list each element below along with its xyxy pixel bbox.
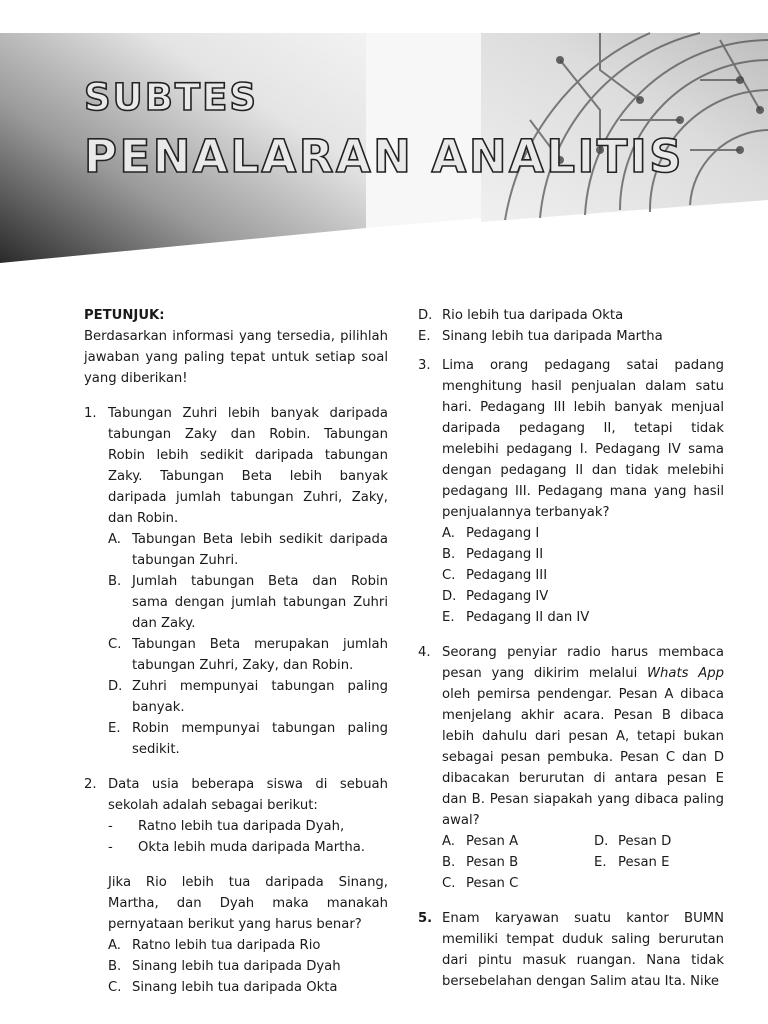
option-letter: D. — [594, 834, 609, 849]
option-b — [442, 544, 724, 565]
option-letter: D. — [418, 308, 433, 323]
option-grid — [442, 831, 724, 894]
option-letter: D. — [108, 679, 123, 694]
question-text: Tabungan Zuhri lebih banyak daripada tabungan Zaky dan Robin. Tabungan Robin lebih sedikit daripada tabungan Zaky. Tabungan Beta lebih banyak daripada jumlah tabungan Zuhri, Zaky, dan Robin. — [108, 406, 388, 526]
fact-item — [108, 816, 388, 837]
question-number: 5. — [418, 911, 433, 926]
option-text: Pedagang III — [466, 568, 548, 583]
option-text: Ratno lebih tua daripada Rio — [132, 938, 321, 953]
question-4 — [418, 642, 724, 894]
left-column — [84, 305, 388, 998]
question-number: 4. — [418, 645, 431, 660]
option-text: Zuhri mempunyai tabungan paling banyak. — [132, 679, 388, 715]
option-a — [108, 935, 388, 956]
question-text: Enam karyawan suatu kantor BUMN memiliki tempat duduk saling berurutan dari pintu masuk ruangan. Nana tidak bersebelahan dengan Salim atau Ita. Nike — [442, 911, 724, 989]
option-letter: E. — [594, 855, 607, 870]
option-text: Sinang lebih tua daripada Martha — [442, 329, 663, 344]
instructions-heading: PETUNJUK: — [84, 308, 165, 323]
option-letter: A. — [442, 834, 455, 849]
option-text: Pesan D — [618, 834, 672, 849]
option-text: Tabungan Beta merupakan jumlah tabungan Zuhri, Zaky, dan Robin. — [132, 637, 388, 673]
option-e — [418, 326, 724, 347]
option-text: Rio lebih tua daripada Okta — [442, 308, 624, 323]
option-letter: C. — [442, 568, 456, 583]
option-c — [442, 873, 594, 894]
option-text: Pesan E — [618, 855, 670, 870]
option-e — [442, 607, 724, 628]
option-text: Sinang lebih tua daripada Okta — [132, 980, 338, 995]
option-text: Pedagang II dan IV — [466, 610, 590, 625]
option-text: Pesan A — [466, 834, 519, 849]
option-list — [108, 935, 388, 998]
option-text: Pedagang II — [466, 547, 544, 562]
option-text: Robin mempunyai tabungan paling sedikit. — [132, 721, 388, 757]
title-penalaran-analitis: PENALARAN ANALITIS — [84, 130, 685, 183]
option-e — [594, 852, 744, 873]
option-a — [442, 523, 724, 544]
fact-text: Ratno lebih tua daripada Dyah, — [138, 819, 345, 834]
option-a — [442, 831, 594, 852]
question-5 — [418, 908, 724, 992]
option-text: Pedagang IV — [466, 589, 549, 604]
option-letter: B. — [108, 574, 122, 589]
option-a — [108, 529, 388, 571]
question-text-part: oleh pemirsa pendengar. Pesan A dibaca menjelang akhir acara. Pesan B dibaca lebih dahulu dari pesan A, tetapi bukan sebagai pesan pembuka. Pesan C dan D dibacakan berurutan di antara pesan E dan B. Pesan siapakah yang dibaca paling awal? — [442, 687, 724, 828]
instructions-text: Berdasarkan informasi yang tersedia, pilihlah jawaban yang paling tepat untuk setiap soal yang diberikan! — [84, 329, 388, 386]
option-letter: D. — [442, 589, 457, 604]
dash-bullet: - — [108, 840, 113, 855]
question-text — [442, 642, 724, 831]
fact-item — [108, 837, 388, 858]
option-b — [108, 571, 388, 634]
title-subtes: SUBTES — [84, 76, 259, 119]
option-letter: E. — [418, 329, 431, 344]
option-letter: E. — [442, 610, 455, 625]
option-letter: E. — [108, 721, 121, 736]
option-c — [442, 565, 724, 586]
fact-text: Okta lebih muda daripada Martha. — [138, 840, 365, 855]
question-2 — [84, 774, 388, 998]
option-text: Pedagang I — [466, 526, 540, 541]
option-b — [108, 956, 388, 977]
question-text: Lima orang pedagang satai padang menghitung hasil penjualan dalam satu hari. Pedagang III lebih banyak menjual daripada pedagang II, tetapi tidak melebihi pedagang I. Pedagang IV sama dengan pedagang II dan tidak melebihi pedagang III. Pedagang mana yang hasil penjualannya terbanyak? — [442, 358, 724, 520]
option-text: Pesan B — [466, 855, 519, 870]
question-number: 3. — [418, 358, 431, 373]
option-letter: B. — [442, 547, 456, 562]
option-letter: B. — [108, 959, 122, 974]
option-d — [108, 676, 388, 718]
question-intro: Data usia beberapa siswa di sebuah sekolah adalah sebagai berikut: — [108, 777, 388, 813]
option-d — [418, 305, 724, 326]
dash-bullet: - — [108, 819, 113, 834]
option-text: Tabungan Beta lebih sedikit daripada tabungan Zuhri. — [132, 532, 388, 568]
question-1 — [84, 403, 388, 760]
option-letter: B. — [442, 855, 456, 870]
question-3 — [418, 355, 724, 628]
option-text: Sinang lebih tua daripada Dyah — [132, 959, 341, 974]
option-c — [108, 634, 388, 676]
question-2-options-continued — [418, 305, 724, 347]
app-name-italic: Whats App — [646, 666, 724, 681]
option-letter: C. — [108, 980, 122, 995]
option-d — [442, 586, 724, 607]
option-letter: A. — [108, 532, 121, 547]
header-banner — [0, 0, 768, 300]
question-text: Jika Rio lebih tua daripada Sinang, Martha, dan Dyah maka manakah pernyataan berikut yang harus benar? — [108, 875, 388, 932]
question-text-part: Seorang penyiar radio harus membaca pesan yang dikirim melalui — [442, 645, 724, 681]
option-letter: C. — [442, 876, 456, 891]
option-letter: A. — [108, 938, 121, 953]
option-text: Jumlah tabungan Beta dan Robin sama dengan jumlah tabungan Zuhri dan Zaky. — [132, 574, 388, 631]
option-letter: A. — [442, 526, 455, 541]
option-d — [594, 831, 744, 852]
option-c — [108, 977, 388, 998]
option-b — [442, 852, 594, 873]
option-letter: C. — [108, 637, 122, 652]
option-list — [108, 529, 388, 760]
option-list — [442, 523, 724, 628]
question-number: 1. — [84, 406, 97, 421]
option-e — [108, 718, 388, 760]
question-number: 2. — [84, 777, 97, 792]
option-text: Pesan C — [466, 876, 519, 891]
right-column — [418, 305, 724, 992]
fact-list — [108, 816, 388, 858]
